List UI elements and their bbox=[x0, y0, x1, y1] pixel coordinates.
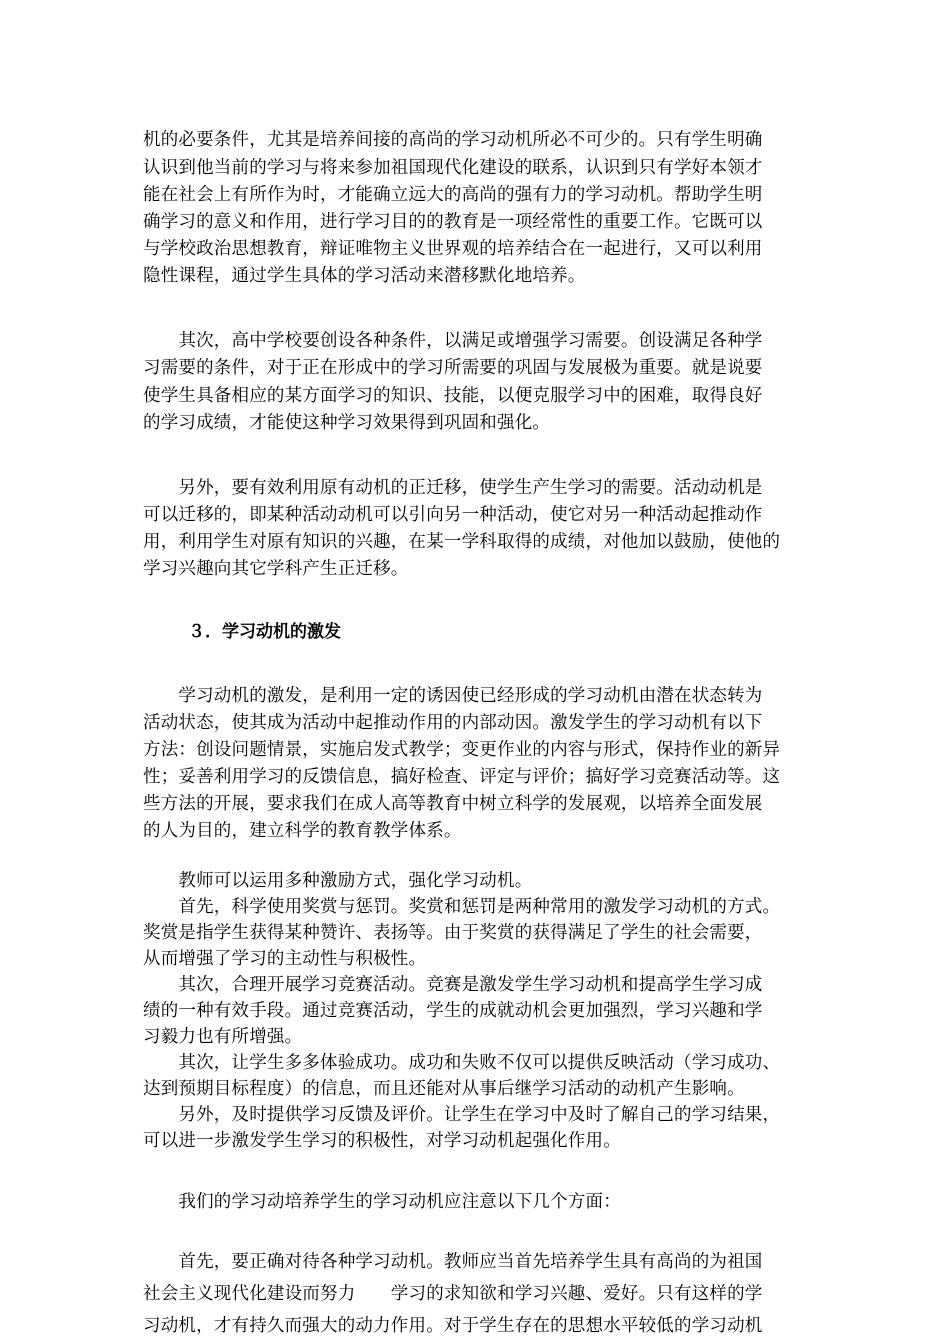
paragraph-5-line: 教师可以运用多种激励方式，强化学习动机。 bbox=[143, 871, 533, 891]
paragraph-4-line: 的人为目的，建立科学的教育教学体系。 bbox=[143, 821, 462, 841]
paragraph-5-line: 达到预期目标程度）的信息，而且还能对从事后继学习活动的动机产生影响。 bbox=[143, 1079, 745, 1099]
paragraph-4-line: 活动状态，使其成为活动中起推动作用的内部动因。激发学生的学习动机有以下 bbox=[143, 713, 763, 733]
paragraph-7-line: 首先，要正确对待各种学习动机。教师应当首先培养学生具有高尚的为祖国 bbox=[143, 1252, 763, 1272]
paragraph-1-line: 隐性课程，通过学生具体的学习活动来潜移默化地培养。 bbox=[143, 266, 586, 286]
section-heading: ３．学习动机的激发 bbox=[188, 622, 341, 642]
paragraph-3-line: 学习兴趣向其它学科产生正迁移。 bbox=[143, 559, 409, 579]
paragraph-5-line: 其次，让学生多多体验成功。成功和失败不仅可以提供反映活动（学习成功、 bbox=[143, 1053, 781, 1073]
paragraph-2-line: 使学生具备相应的某方面学习的知识、技能，以便克服学习中的困难，取得良好 bbox=[143, 386, 763, 406]
paragraph-3-line: 用，利用学生对原有知识的兴趣，在某一学科取得的成绩，对他加以鼓励，使他的 bbox=[143, 532, 781, 552]
paragraph-1-line: 能在社会上有所作为时，才能确立远大的高尚的强有力的学习动机。帮助学生明 bbox=[143, 185, 763, 205]
paragraph-4-line: 方法：创设问题情景，实施启发式教学；变更作业的内容与形式，保持作业的新异 bbox=[143, 740, 781, 760]
paragraph-5-line: 可以进一步激发学生学习的积极性，对学习动机起强化作用。 bbox=[143, 1131, 621, 1151]
paragraph-5-line: 从而增强了学习的主动性与积极性。 bbox=[143, 949, 427, 969]
paragraph-2-line: 其次，高中学校要创设各种条件，以满足或增强学习需要。创设满足各种学 bbox=[143, 331, 763, 351]
paragraph-5-line: 绩的一种有效手段。通过竞赛活动，学生的成就动机会更加强烈，学习兴趣和学 bbox=[143, 1001, 763, 1021]
paragraph-1-line: 认识到他当前的学习与将来参加祖国现代化建设的联系，认识到只有学好本领才 bbox=[143, 158, 763, 178]
paragraph-5-line: 另外，及时提供学习反馈及评价。让学生在学习中及时了解自己的学习结果， bbox=[143, 1105, 781, 1125]
paragraph-2-line: 习需要的条件，对于正在形成中的学习所需要的巩固与发展极为重要。就是说要 bbox=[143, 358, 763, 378]
paragraph-1-line: 与学校政治思想教育，辩证唯物主义世界观的培养结合在一起进行，又可以利用 bbox=[143, 239, 763, 259]
paragraph-4-line: 性；妥善利用学习的反馈信息，搞好检查、评定与评价；搞好学习竞赛活动等。这 bbox=[143, 767, 781, 787]
paragraph-5-line: 习毅力也有所增强。 bbox=[143, 1027, 303, 1047]
paragraph-2-line: 的学习成绩，才能使这种学习效果得到巩固和强化。 bbox=[143, 413, 551, 433]
paragraph-1-line: 确学习的意义和作用，进行学习目的的教育是一项经常性的重要工作。它既可以 bbox=[143, 212, 763, 232]
paragraph-3-line: 另外，要有效利用原有动机的正迁移，使学生产生学习的需要。活动动机是 bbox=[143, 478, 763, 498]
paragraph-3-line: 可以迁移的，即某种活动动机可以引向另一种活动，使它对另一种活动起推动作 bbox=[143, 505, 763, 525]
paragraph-7-line: 社会主义现代化建设而努力 学习的求知欲和学习兴趣、爱好。只有这样的学 bbox=[143, 1284, 763, 1304]
paragraph-4-line: 些方法的开展，要求我们在成人高等教育中树立科学的发展观，以培养全面发展 bbox=[143, 794, 763, 814]
paragraph-6-line: 我们的学习动培养学生的学习动机应注意以下几个方面： bbox=[143, 1192, 621, 1212]
paragraph-5-line: 首先，科学使用奖赏与惩罚。奖赏和惩罚是两种常用的激发学习动机的方式。 bbox=[143, 897, 781, 917]
paragraph-5-line: 其次，合理开展学习竞赛活动。竞赛是激发学生学习动机和提高学生学习成 bbox=[143, 975, 763, 995]
paragraph-1-line: 机的必要条件，尤其是培养间接的高尚的学习动机所必不可少的。只有学生明确 bbox=[143, 130, 763, 150]
paragraph-4-line: 学习动机的激发，是利用一定的诱因使已经形成的学习动机由潜在状态转为 bbox=[143, 686, 763, 706]
paragraph-5-line: 奖赏是指学生获得某种赞许、表扬等。由于奖赏的获得满足了学生的社会需要， bbox=[143, 923, 763, 943]
paragraph-7-line: 习动机，才有持久而强大的动力作用。对于学生存在的思想水平较低的学习动机 bbox=[143, 1316, 763, 1336]
